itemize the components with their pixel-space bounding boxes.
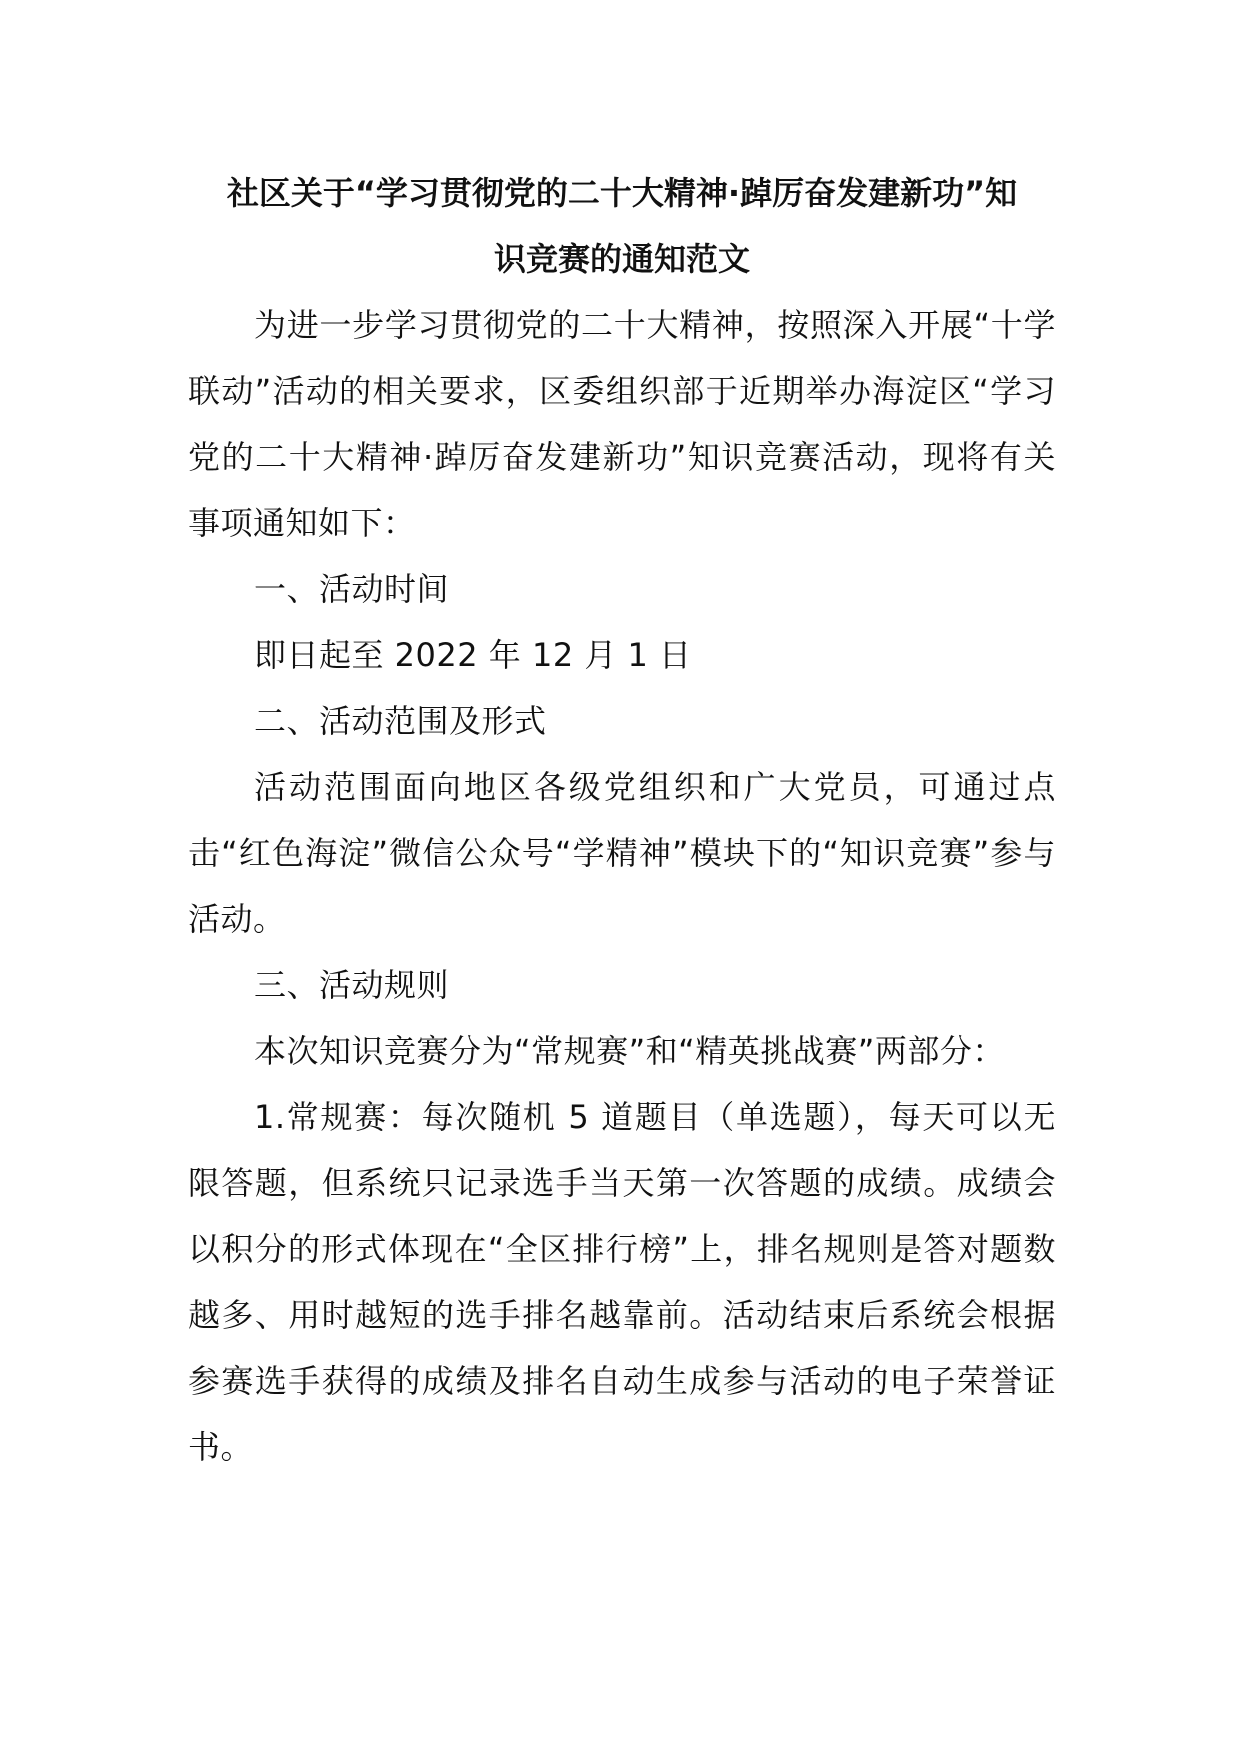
document-title: 社区关于“学习贯彻党的二十大精神·踔厉奋发建新功”知 识竞赛的通知范文 xyxy=(226,174,1018,278)
scope-and-form-paragraph: 活动范围面向地区各级党组织和广大党员，可通过点击“红色海淀”微信公众号“学精神”模块下的“知识竞赛”参与活动。 xyxy=(188,768,1056,938)
document-body xyxy=(188,160,1056,1480)
section-heading-scope-and-form: 二、活动范围及形式 xyxy=(254,702,547,740)
activity-time-text: 即日起至 2022 年 12 月 1 日 xyxy=(254,636,692,674)
section-heading-activity-time: 一、活动时间 xyxy=(254,570,450,608)
intro-paragraph: 为进一步学习贯彻党的二十大精神，按照深入开展“十学联动”活动的相关要求，区委组织部于近期举办海淀区“学习党的二十大精神·踔厉奋发建新功”知识竞赛活动，现将有关事项通知如下： xyxy=(188,306,1056,542)
rules-intro-paragraph: 本次知识竞赛分为“常规赛”和“精英挑战赛”两部分： xyxy=(254,1032,1005,1070)
section-heading-rules: 三、活动规则 xyxy=(254,966,450,1004)
rule-regular-match-paragraph: 1.常规赛：每次随机 5 道题目（单选题），每天可以无限答题，但系统只记录选手当天第一次答题的成绩。成绩会以积分的形式体现在“全区排行榜”上，排名规则是答对题数越多、用时越短的选手排名越靠前。活动结束后系统会根据参赛选手获得的成绩及排名自动生成参与活动的电子荣誉证书。 xyxy=(188,1098,1056,1466)
